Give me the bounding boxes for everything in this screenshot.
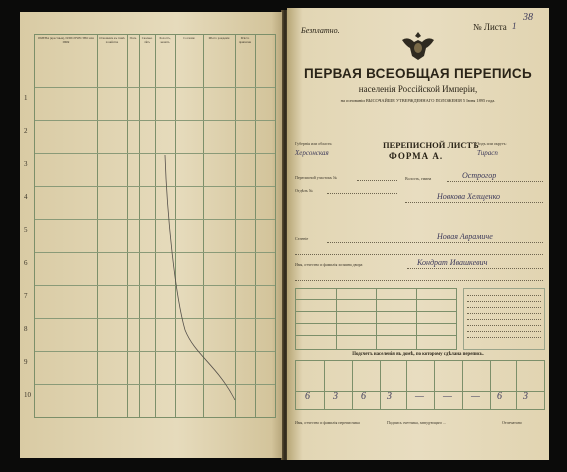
table-col-line — [255, 35, 256, 417]
instructions-block — [463, 288, 545, 350]
field-line — [405, 202, 543, 203]
row-number: 10 — [24, 391, 31, 399]
summary-value: 6 — [497, 391, 502, 402]
form-name: ФОРМА А. — [389, 151, 444, 161]
table-col-line — [516, 361, 517, 409]
row-number: 8 — [24, 325, 28, 333]
table-col-line — [462, 361, 463, 409]
table-col-line — [416, 289, 417, 349]
field-value: Кондрат Ивашкевич — [417, 258, 488, 267]
census-basis: на основаніи ВЫСОЧАЙШЕ УТВЕРЖДЕННАГО ПОЛОЖЕНІЯ 5 Іюня 1895 года. — [340, 98, 496, 103]
table-col-line — [380, 361, 381, 409]
field-label: Селеніе — [295, 236, 309, 241]
col-header: Мѣсто рожденія — [208, 37, 230, 40]
left-table — [24, 34, 276, 418]
field-line — [327, 242, 543, 243]
guberniya-label: Губернія или область: — [295, 141, 333, 146]
text-line — [467, 337, 541, 338]
summary-value: — — [443, 391, 452, 402]
table-row — [24, 153, 275, 168]
pencil-strike-mark — [155, 155, 245, 405]
text-line — [467, 325, 541, 326]
table-row-line — [296, 323, 456, 324]
table-row-line — [296, 299, 456, 300]
field-label: Отдѣлъ № — [295, 188, 313, 193]
field-line — [295, 280, 543, 281]
footer-left: Имя, отчество и фамилія переписчика — [295, 420, 360, 425]
field-line — [357, 180, 397, 181]
guberniya-value: Херсонская — [295, 149, 329, 157]
row-number: 5 — [24, 226, 28, 234]
row-number: 9 — [24, 358, 28, 366]
uezd-value: Тирасп — [477, 149, 498, 157]
summary-value: 3 — [523, 391, 528, 402]
summary-table — [295, 360, 545, 410]
field-line — [295, 254, 543, 255]
field-label: Имя, отчество и фамилія хозяина двора — [295, 262, 363, 267]
census-subtitle: населенія Россійской Имперіи, — [358, 84, 478, 94]
census-title: ПЕРВАЯ ВСЕОБЩАЯ ПЕРЕПИСЬ — [304, 66, 532, 81]
field-label: Волость, гмина — [405, 176, 432, 181]
col-header: Полъ — [129, 37, 137, 40]
table-col-line — [127, 35, 128, 417]
text-line — [467, 307, 541, 308]
text-line — [467, 331, 541, 332]
sheet-number-label: № Листа — [473, 22, 507, 32]
field-line — [447, 181, 543, 182]
summary-value: 3 — [333, 391, 338, 402]
summary-value: 3 — [387, 391, 392, 402]
table-col-line — [490, 361, 491, 409]
footer-middle: Подпись счетчика, заведующаго ... — [387, 420, 447, 425]
table-row — [24, 87, 275, 102]
col-header: Сословіе — [183, 37, 195, 40]
table-col-line — [352, 361, 353, 409]
footer-right: Отпечатано — [502, 420, 522, 425]
field-value: Новая Аврамиче — [437, 232, 493, 241]
table-col-line — [434, 361, 435, 409]
text-line — [467, 295, 541, 296]
table-row-line — [296, 311, 456, 312]
summary-value: 6 — [305, 391, 310, 402]
corner-number: 38 — [523, 12, 533, 23]
free-label: Безплатно. — [301, 26, 340, 35]
summary-value: — — [471, 391, 480, 402]
table-col-line — [324, 361, 325, 409]
field-value: Острогор — [462, 171, 497, 180]
table-row — [24, 120, 275, 135]
row-number: 4 — [24, 193, 28, 201]
text-line — [467, 313, 541, 314]
row-number: 1 — [24, 94, 28, 102]
row-number: 7 — [24, 292, 28, 300]
table-col-line — [376, 289, 377, 349]
sheet-number-value: 1 — [512, 21, 517, 31]
summary-value: 6 — [361, 391, 366, 402]
sheet-title: ПЕРЕПИСНОЙ ЛИСТЪ — [383, 140, 479, 150]
col-header: Холостъ, женатъ — [159, 37, 171, 44]
table-col-line — [139, 35, 140, 417]
col-header: ИМЕНА (крестныя), ИЛИ ОТЧЕСТВО или ИМЯ — [38, 37, 94, 44]
row-number: 6 — [24, 259, 28, 267]
imperial-eagle-icon — [400, 30, 436, 62]
text-line — [467, 301, 541, 302]
right-page — [287, 8, 549, 460]
table-col-line — [97, 35, 98, 417]
household-table — [295, 288, 457, 350]
field-line — [327, 193, 397, 194]
text-line — [467, 319, 541, 320]
field-label: Переписной участокъ № — [295, 175, 337, 180]
col-header: Сколько лѣтъ — [141, 37, 153, 44]
summary-value: — — [415, 391, 424, 402]
summary-heading: Подсчетъ населенія въ домѣ, по которому сдѣлана перепись. — [352, 352, 484, 357]
uezd-label: Уѣздъ или округъ: — [475, 141, 507, 146]
row-number: 3 — [24, 160, 28, 168]
table-col-line — [406, 361, 407, 409]
table-col-line — [336, 289, 337, 349]
col-header: Отношеніе къ главѣ хозяйства — [99, 37, 125, 44]
field-value-continued: Новкова Хелщенко — [437, 192, 501, 201]
left-page — [20, 12, 282, 458]
row-number: 2 — [24, 127, 28, 135]
table-row-line — [296, 335, 456, 336]
field-line — [407, 268, 543, 269]
col-header: Мѣсто приписки — [238, 37, 252, 44]
